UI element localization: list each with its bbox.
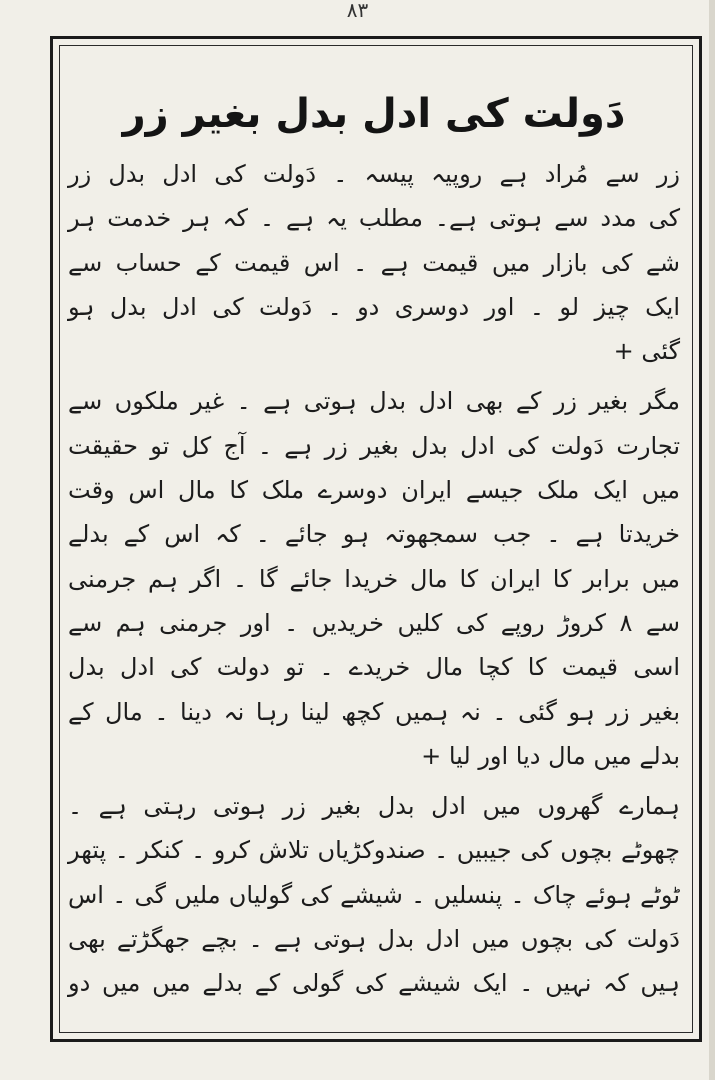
text-line: میں ایک ملک جیسے ایران دوسرے ملک کا مال اس وقت [68,476,680,505]
text-line: گئی + [613,337,680,366]
text-line: ٹوٹے ہوئے چاک ۔ پنسلیں ۔ شیشے کی گولیاں ملیں گی ۔ اس [68,880,680,909]
text-line: تجارت دَولت کی ادل بدل بغیر زر ہے ۔ آج کل تو حقیقت [68,431,680,460]
text-line: خریدتا ہے ۔ جب سمجھوتہ ہو جائے ۔ کہ اس کے بدلے [68,520,680,549]
page-content [68,86,680,1006]
text-line: سے ۸ کروڑ روپے کی کلیں خریدیں ۔ اور جرمنی ہم سے [68,608,680,637]
paragraph-3 [68,784,680,1005]
text-line: ہمارے گھروں میں ادل بدل بغیر زر ہوتی رہتی ہے ۔ [68,792,680,821]
text-line: میں برابر کا ایران کا مال خریدا جائے گا ۔ اگر ہم جرمنی [68,564,680,593]
page-edge [709,0,715,1080]
text-line: ہیں کہ نہیں ۔ ایک شیشے کی گولی کے بدلے میں میں دو [68,969,680,998]
text-line: اسی قیمت کا کچا مال خریدے ۔ تو دولت کی ادل بدل [68,653,680,682]
text-line: چھوٹے بچوں کی جیبیں ۔ صندوکڑیاں تلاش کرو ۔ کنکر ۔ پتھر [68,836,680,865]
text-line: ایک چیز لو ۔ اور دوسری دو ۔ دَولت کی ادل بدل ہو [68,292,680,321]
text-line: مگر بغیر زر کے بھی ادل بدل ہوتی ہے ۔ غیر ملکوں سے [68,387,680,416]
text-line: بدلے میں مال دیا اور لیا + [421,741,680,770]
paragraph-2 [68,379,680,778]
text-line: دَولت کی بچوں میں ادل بدل ہوتی ہے ۔ بچے جھگڑتے بھی [68,925,680,954]
paragraph-1 [68,152,680,373]
page-number: ۸۳ [346,0,369,22]
page-title: دَولت کی ادل بدل بغیر زر [122,91,626,137]
text-line: زر سے مُراد ہے روپیہ پیسہ ۔ دَولت کی ادل بدل زر [68,160,680,188]
text-line: شے کی بازار میں قیمت ہے ۔ اس قیمت کے حساب سے [68,248,680,277]
text-line: کی مدد سے ہوتی ہے۔ مطلب یہ ہے ۔ کہ ہر خدمت ہر [68,204,680,233]
text-line: بغیر زر ہو گئی ۔ نہ ہمیں کچھ لینا رہا نہ دینا ۔ مال کے [68,697,680,726]
